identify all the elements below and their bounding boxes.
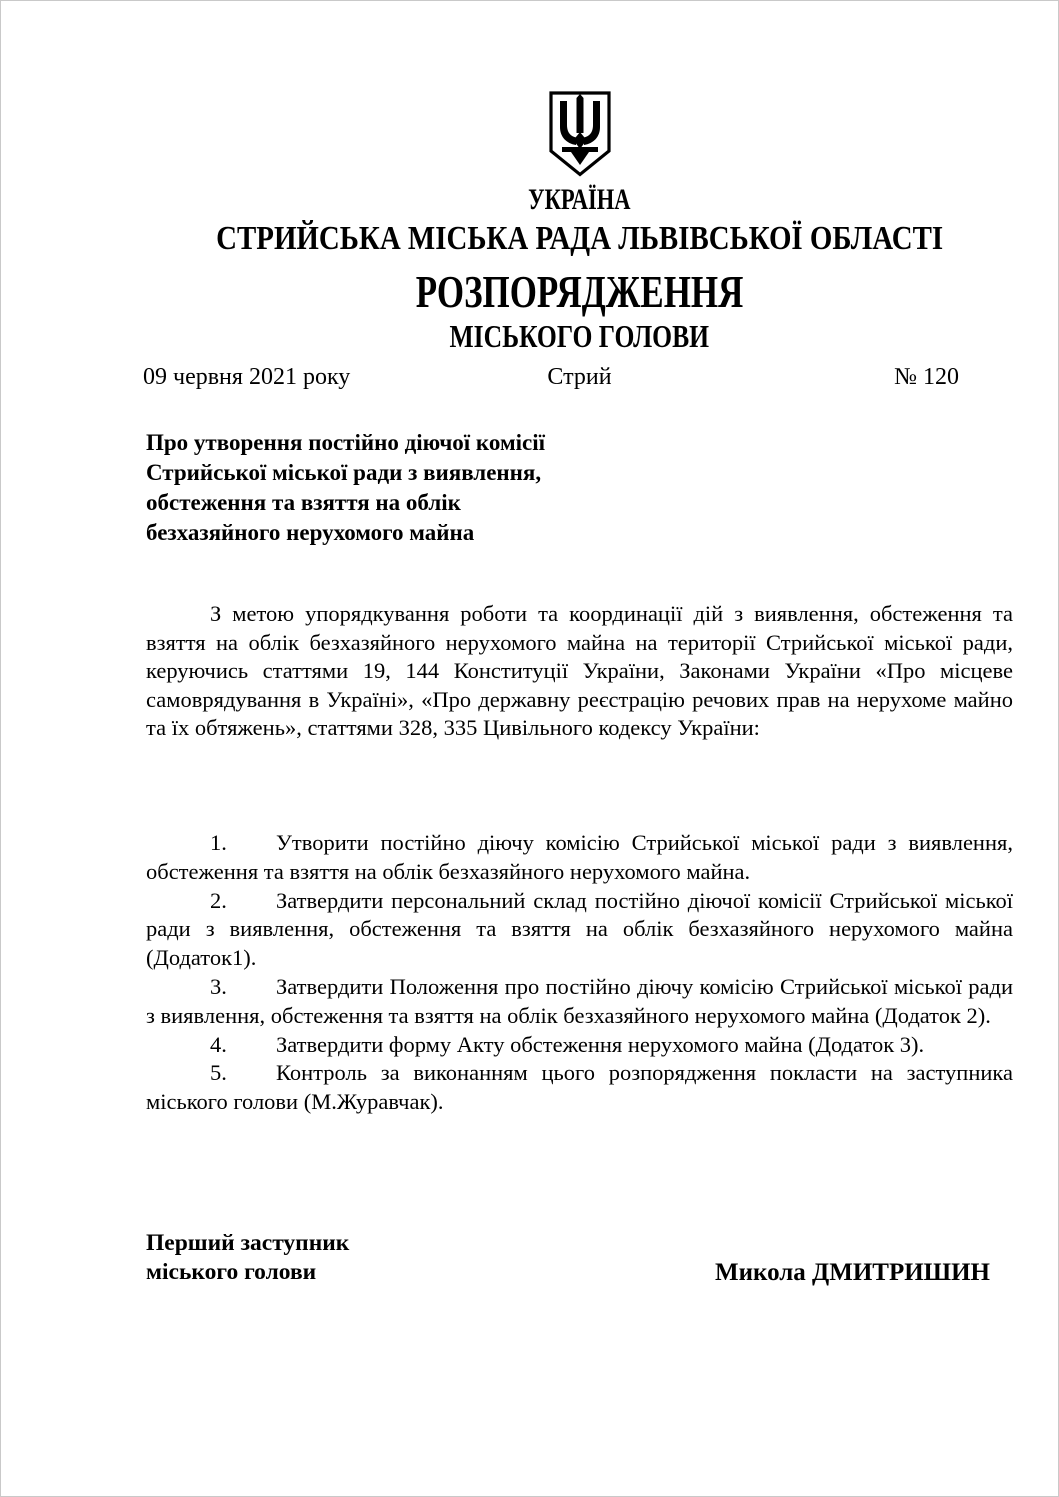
list-item	[146, 973, 1013, 1031]
list-item	[146, 887, 1013, 973]
ordered-items	[146, 829, 1013, 1117]
subject-block	[146, 428, 1013, 548]
document-place: Стрий	[547, 364, 612, 390]
item-text: Утворити постійно діючу комісію Стрийської міської ради з виявлення, обстеження та взяття на облік безхазяйного нерухомого майна.	[146, 830, 1013, 884]
list-item	[146, 829, 1013, 887]
organization-title	[146, 222, 1013, 256]
country-caption	[146, 185, 1013, 215]
item-text: Затвердити форму Акту обстеження нерухомого майна (Додаток 3).	[276, 1031, 925, 1057]
list-item	[146, 1031, 1013, 1060]
signature-block	[146, 1229, 1013, 1299]
subject-line: Про утворення постійно діючої комісії	[146, 430, 545, 455]
item-number: 5.	[210, 1060, 227, 1086]
document-subtype-title	[146, 320, 1013, 352]
document-subtype-text: МІСЬКОГО ГОЛОВИ	[449, 318, 710, 354]
subject-line: Стрийської міської ради з виявлення,	[146, 460, 542, 485]
item-number: 2.	[210, 887, 227, 913]
emblem-block	[146, 91, 1013, 182]
document-date: 09 червня 2021 року	[143, 364, 351, 390]
subject-line: обстеження та взяття на облік	[146, 490, 461, 515]
signatory-position-line: Перший заступник	[146, 1230, 350, 1256]
document-type-text: РОЗПОРЯДЖЕННЯ	[415, 266, 744, 317]
item-number: 3.	[210, 973, 227, 999]
signatory-position-line: міського голови	[146, 1259, 317, 1285]
signatory-name: Микола ДМИТРИШИН	[715, 1259, 990, 1286]
item-text: Затвердити Положення про постійно діючу комісію Стрийської міської ради з виявлення, обстеження та взяття на облік безхазяйного нерухомого майна (Додаток 2).	[146, 973, 1013, 1028]
organization-title-text: СТРИЙСЬКА МІСЬКА РАДА ЛЬВІВСЬКОЇ ОБЛАСТІ	[216, 220, 943, 257]
item-number: 4.	[210, 1031, 227, 1057]
item-text: Затвердити персональний склад постійно діючої комісії Стрийської міської ради з виявлення, обстеження та взяття на облік безхазяйного нерухомого майна (Додаток1).	[146, 887, 1013, 971]
item-text: Контроль за виконанням цього розпорядження покласти на заступника міського голови (М.Журавчак).	[146, 1060, 1013, 1115]
date-place-number-row	[143, 362, 1013, 392]
trident-coat-of-arms-icon	[549, 91, 611, 177]
subject-line: безхазяйного нерухомого майна	[146, 520, 475, 545]
document-type-title	[146, 266, 1013, 317]
country-caption-text: УКРАЇНА	[528, 183, 631, 216]
list-item	[146, 1059, 1013, 1117]
intro-paragraph: З метою упорядкування роботи та координації дій з виявлення, обстеження та взяття на облік безхазяйного нерухомого майна на території Стрийської міської ради, керуючись статтями 19, 144 Конституції України, Законами України «Про місцеве самоврядування в Україні», «Про державну реєстрацію речових прав на нерухоме майно та їх обтяжень», статтями 328, 335 Цивільного кодексу України:	[146, 601, 1013, 741]
signatory-position	[146, 1229, 349, 1287]
item-number: 1.	[210, 830, 227, 855]
document-number: № 120	[894, 364, 959, 390]
